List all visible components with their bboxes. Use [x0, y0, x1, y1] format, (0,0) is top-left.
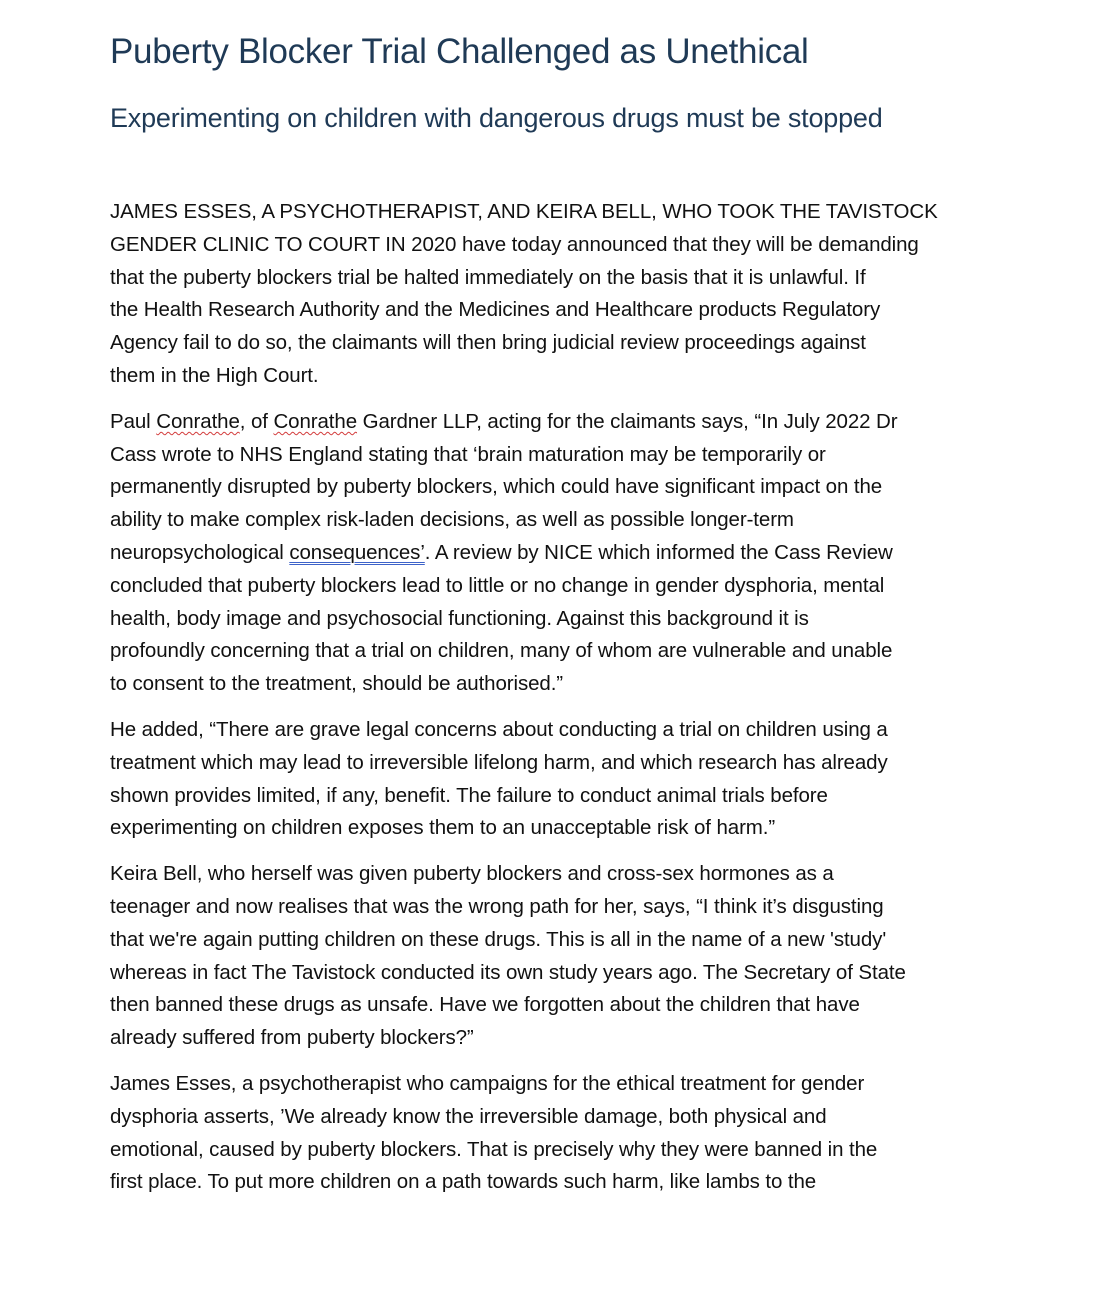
text-line: that the puberty blockers trial be halted immediately on the basis that it is unlawful. If — [110, 265, 866, 289]
text-line: Cass wrote to NHS England stating that ‘brain maturation may be temporarily or — [110, 442, 826, 466]
text-segment: neuropsychological — [110, 540, 290, 564]
text-line: treatment which may lead to irreversible lifelong harm, and which research has already — [110, 750, 888, 774]
text-line: them in the High Court. — [110, 363, 319, 387]
text-line: first place. To put more children on a path towards such harm, like lambs to the — [110, 1170, 817, 1194]
spelling-flagged-word[interactable]: Conrathe — [273, 409, 358, 433]
text-line: JAMES ESSES, A PSYCHOTHERAPIST, AND KEIRA BELL, WHO TOOK THE TAVISTOCK — [110, 200, 938, 223]
document-body — [110, 196, 990, 1212]
grammar-flagged-word[interactable]: consequences’ — [289, 540, 425, 564]
document-title: Puberty Blocker Trial Challenged as Unethical — [110, 32, 809, 71]
text-line: Keira Bell, who herself was given puberty blockers and cross-sex hormones as a — [110, 862, 834, 886]
text-line — [110, 406, 990, 439]
text-line: emotional, caused by puberty blockers. That is precisely why they were banned in the — [110, 1137, 878, 1161]
text-line: already suffered from puberty blockers?” — [110, 1026, 474, 1050]
text-line: experimenting on children exposes them to an unacceptable risk of harm.” — [110, 816, 776, 840]
paragraph-keira-bell — [110, 858, 990, 1055]
text-line: the Health Research Authority and the Medicines and Healthcare products Regulatory — [110, 298, 881, 322]
text-line: ability to make complex risk-laden decisions, as well as possible longer-term — [110, 508, 794, 532]
text-line: whereas in fact The Tavistock conducted its own study years ago. The Secretary of State — [110, 960, 906, 984]
text-segment: , of — [239, 409, 274, 433]
text-line — [110, 537, 990, 570]
text-line: teenager and now realises that was the wrong path for her, says, “I think it’s disgusting — [110, 894, 884, 918]
text-line: Agency fail to do so, the claimants will then bring judicial review proceedings against — [110, 331, 866, 355]
spelling-flagged-word[interactable]: Conrathe — [156, 409, 240, 433]
paragraph-announcement — [110, 196, 990, 393]
text-line: He added, “There are grave legal concerns about conducting a trial on children using a — [110, 717, 888, 741]
paragraph-legal-concerns — [110, 714, 990, 845]
text-line: concluded that puberty blockers lead to little or no change in gender dysphoria, mental — [110, 573, 885, 597]
paragraph-conrathe-quote — [110, 406, 990, 701]
text-line: GENDER CLINIC TO COURT IN 2020 have today announced that they will be demanding — [110, 232, 919, 256]
text-line: shown provides limited, if any, benefit. The failure to conduct animal trials before — [110, 783, 828, 807]
text-line: profoundly concerning that a trial on children, many of whom are vulnerable and unable — [110, 639, 893, 663]
text-line: James Esses, a psychotherapist who campaigns for the ethical treatment for gender — [110, 1071, 865, 1095]
text-line: to consent to the treatment, should be authorised.” — [110, 672, 564, 696]
text-line: permanently disrupted by puberty blockers, which could have significant impact on the — [110, 475, 883, 499]
text-segment: Gardner LLP, acting for the claimants says, “In July 2022 Dr — [357, 409, 898, 433]
text-line: dysphoria asserts, ’We already know the irreversible damage, both physical and — [110, 1104, 827, 1128]
document-subtitle: Experimenting on children with dangerous drugs must be stopped — [110, 103, 883, 133]
text-line: health, body image and psychosocial functioning. Against this background it is — [110, 606, 809, 630]
text-line: that we're again putting children on these drugs. This is all in the name of a new 'study' — [110, 927, 887, 951]
text-segment: . A review by NICE which informed the Cass Review — [424, 540, 893, 564]
text-segment: Paul — [110, 409, 157, 433]
text-line: then banned these drugs as unsafe. Have we forgotten about the children that have — [110, 993, 860, 1017]
paragraph-james-esses — [110, 1068, 990, 1199]
